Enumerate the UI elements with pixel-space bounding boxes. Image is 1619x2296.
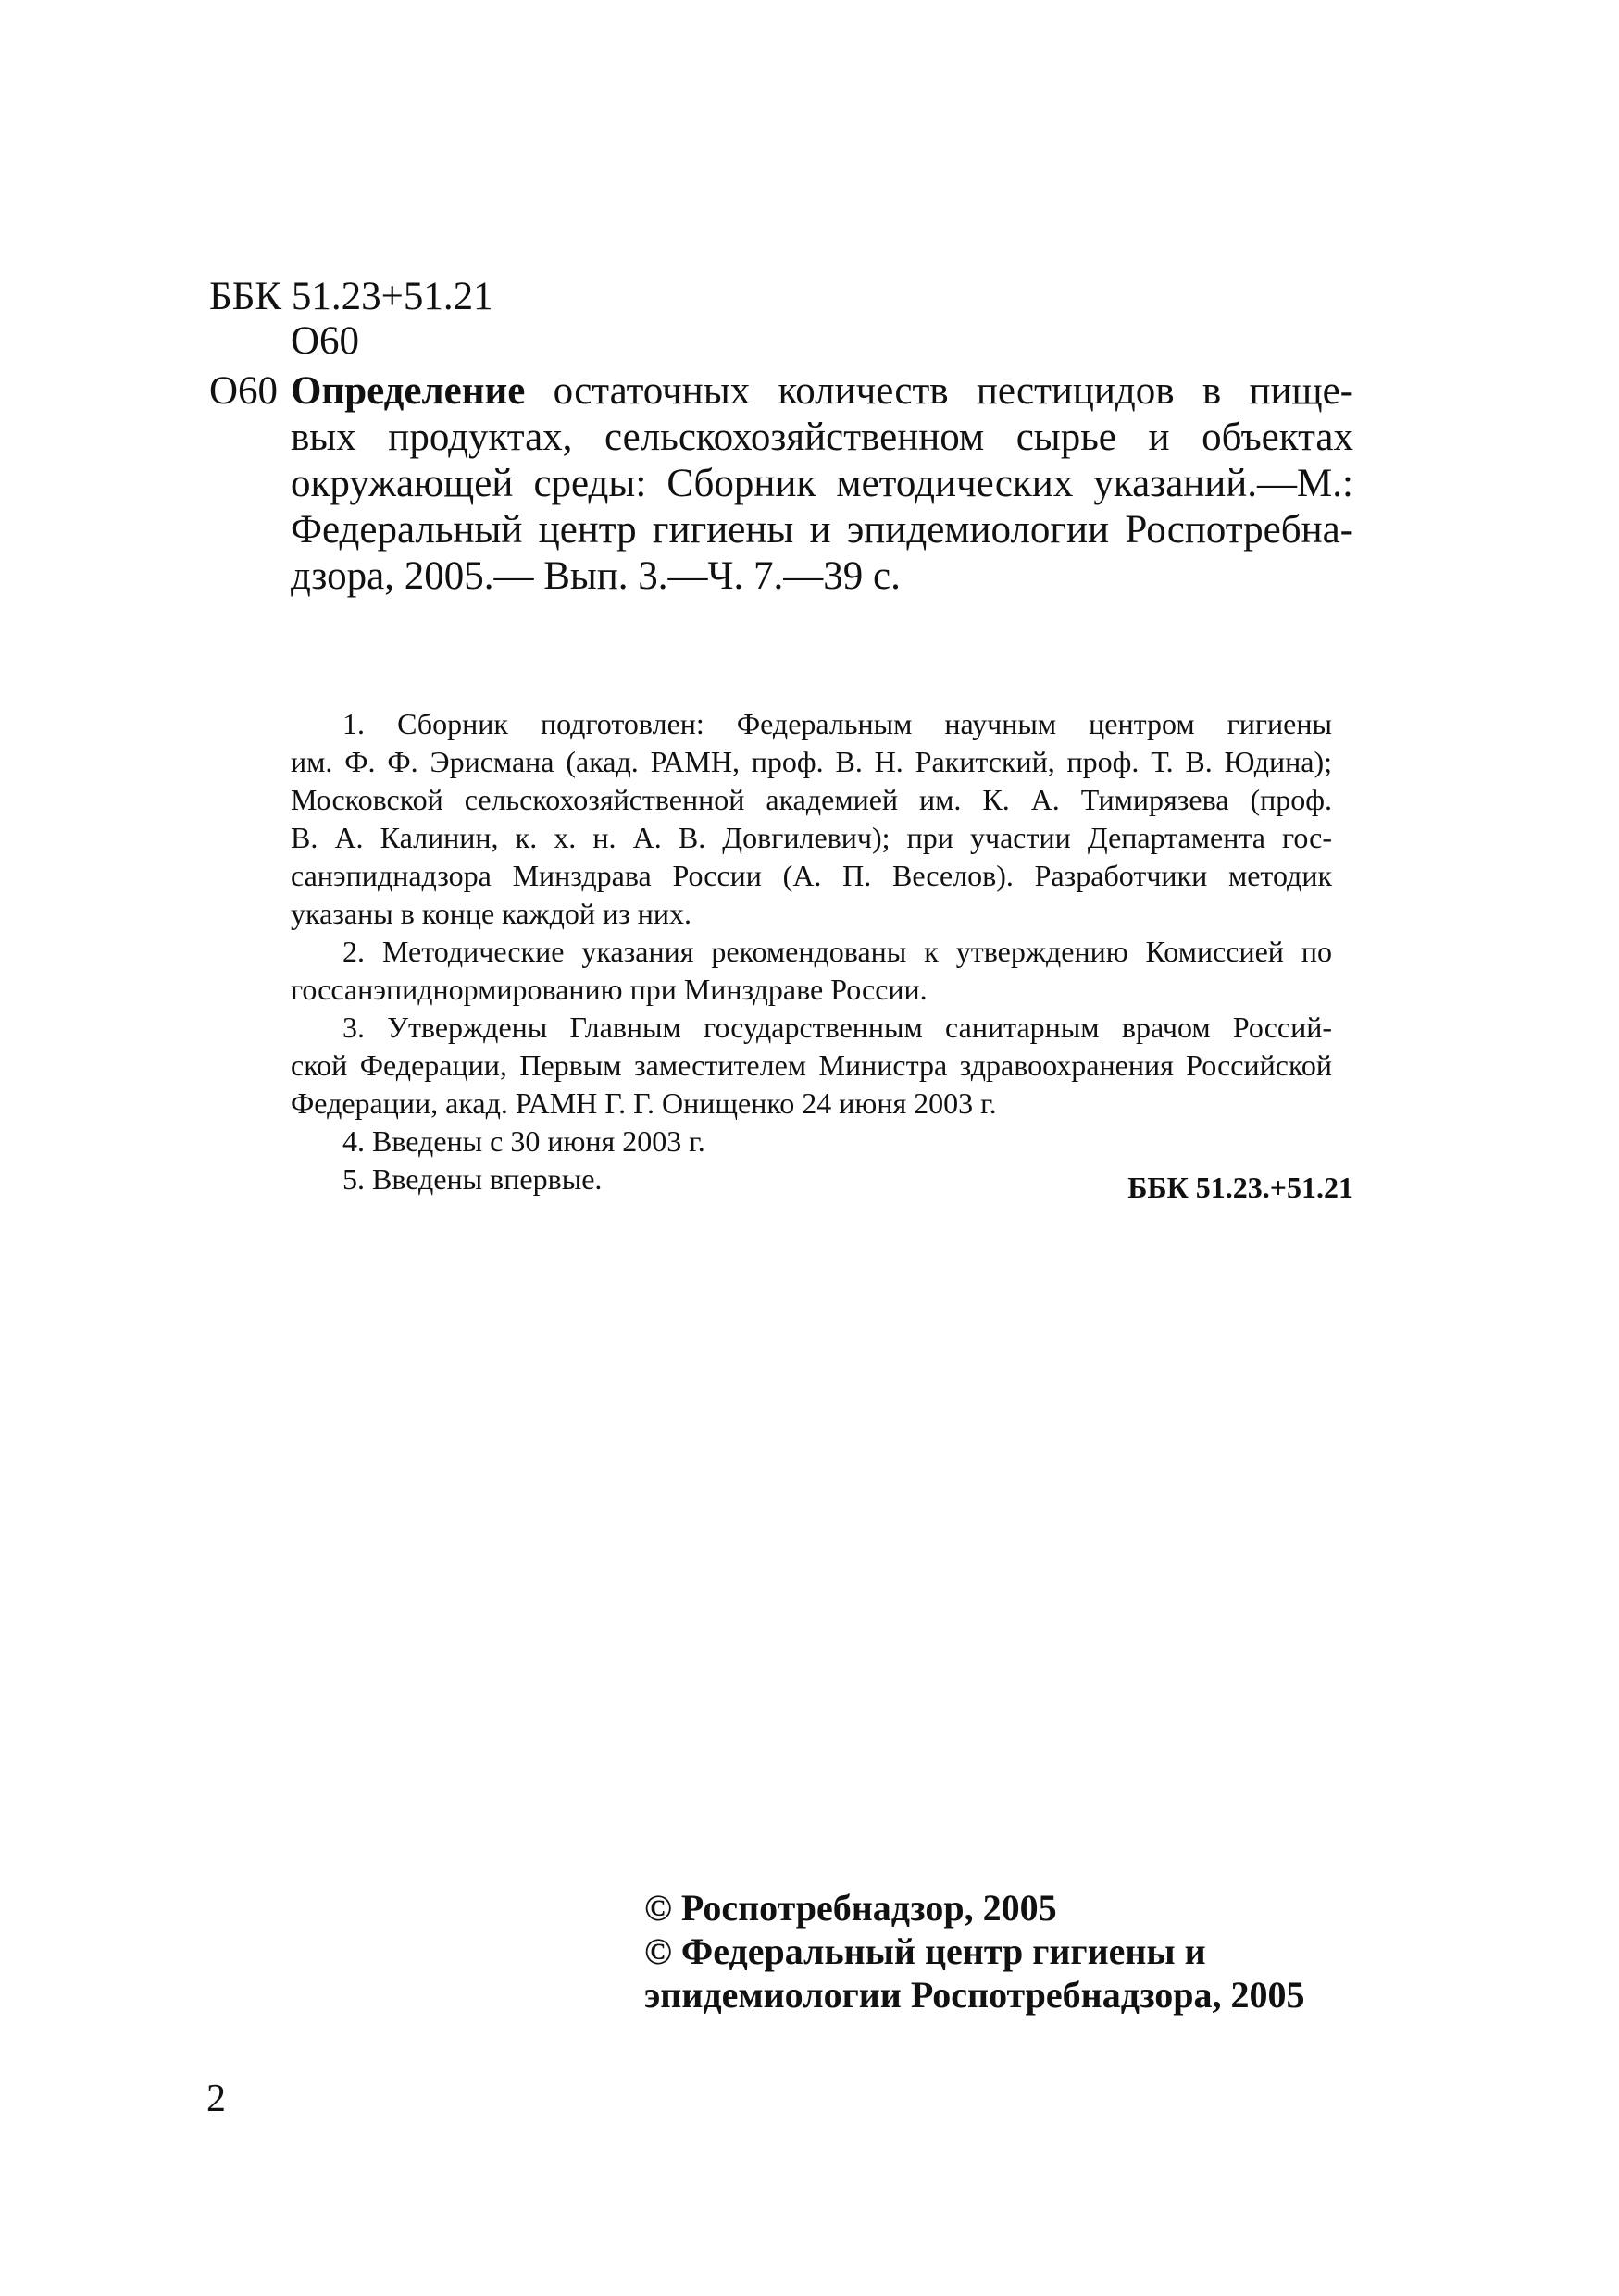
copyright-line-1: © Роспотребнадзор, 2005 xyxy=(644,1887,1057,1929)
entry-title-bold: Определение xyxy=(291,369,526,413)
entry-line-1 xyxy=(291,368,1353,415)
note-line: указаны в конце каждой из них. xyxy=(291,897,692,930)
note-line: им. Ф. Ф. Эрисмана (акад. РАМН, проф. В. Н. Ракитский, проф. Т. В. Юдина); xyxy=(291,745,1332,778)
note-1 xyxy=(291,705,1332,933)
publication-notes xyxy=(291,705,1332,1198)
note-4 xyxy=(291,1123,1332,1160)
note-line: Федерации, акад. РАМН Г. Г. Онищенко 24 июня 2003 г. xyxy=(291,1086,997,1120)
note-line: В. А. Калинин, к. х. н. А. В. Довгилевич); при участии Департамента гос- xyxy=(291,821,1332,854)
note-line: 1. Сборник подготовлен: Федеральным научным центром гигиены xyxy=(342,707,1332,740)
note-line: санэпиднадзора Минздрава России (А. П. Веселов). Разработчики методик xyxy=(291,859,1332,892)
entry-line-2: вых продуктах, сельскохозяйственном сырье и объектах xyxy=(291,416,1353,459)
note-line: 5. Введены впервые. xyxy=(342,1162,603,1196)
note-line: 3. Утверждены Главным государственным санитарным врачом Россий- xyxy=(342,1011,1332,1044)
note-line: ской Федерации, Первым заместителем Министра здравоохранения Российской xyxy=(291,1049,1332,1082)
note-3 xyxy=(291,1009,1332,1123)
bbk-index-bold: ББК 51.23.+51.21 xyxy=(1127,1171,1353,1204)
bbk-index: ББК 51.23+51.21 xyxy=(209,275,493,318)
note-line: Московской сельскохозяйственной академией им. К. А. Тимирязева (проф. xyxy=(291,783,1332,816)
bibliographic-entry xyxy=(291,368,1353,600)
note-line: 2. Методические указания рекомендованы к утверждению Комиссией по xyxy=(342,935,1332,968)
copyright-block xyxy=(644,1886,1305,2017)
entry-line-5: дзора, 2005.— Вып. 3.—Ч. 7.—39 с. xyxy=(291,554,901,598)
note-line: госсанэпиднормированию при Минздраве России. xyxy=(291,973,928,1006)
author-sign: О60 xyxy=(291,319,360,363)
copyright-line-3: эпидемиологии Роспотребнадзора, 2005 xyxy=(644,1974,1305,2016)
note-line: 4. Введены с 30 июня 2003 г. xyxy=(342,1124,705,1158)
note-2 xyxy=(291,933,1332,1009)
entry-line-3: окружающей среды: Сборник методических указаний.—М.: xyxy=(291,462,1353,505)
entry-author-sign: О60 xyxy=(209,369,279,413)
copyright-line-2: © Федеральный центр гигиены и xyxy=(644,1930,1206,1972)
page-number: 2 xyxy=(206,2078,226,2120)
entry-line-1-rest: остаточных количеств пестицидов в пище- xyxy=(553,369,1353,413)
entry-line-4: Федеральный центр гигиены и эпидемиологии Роспотребна- xyxy=(291,508,1353,552)
